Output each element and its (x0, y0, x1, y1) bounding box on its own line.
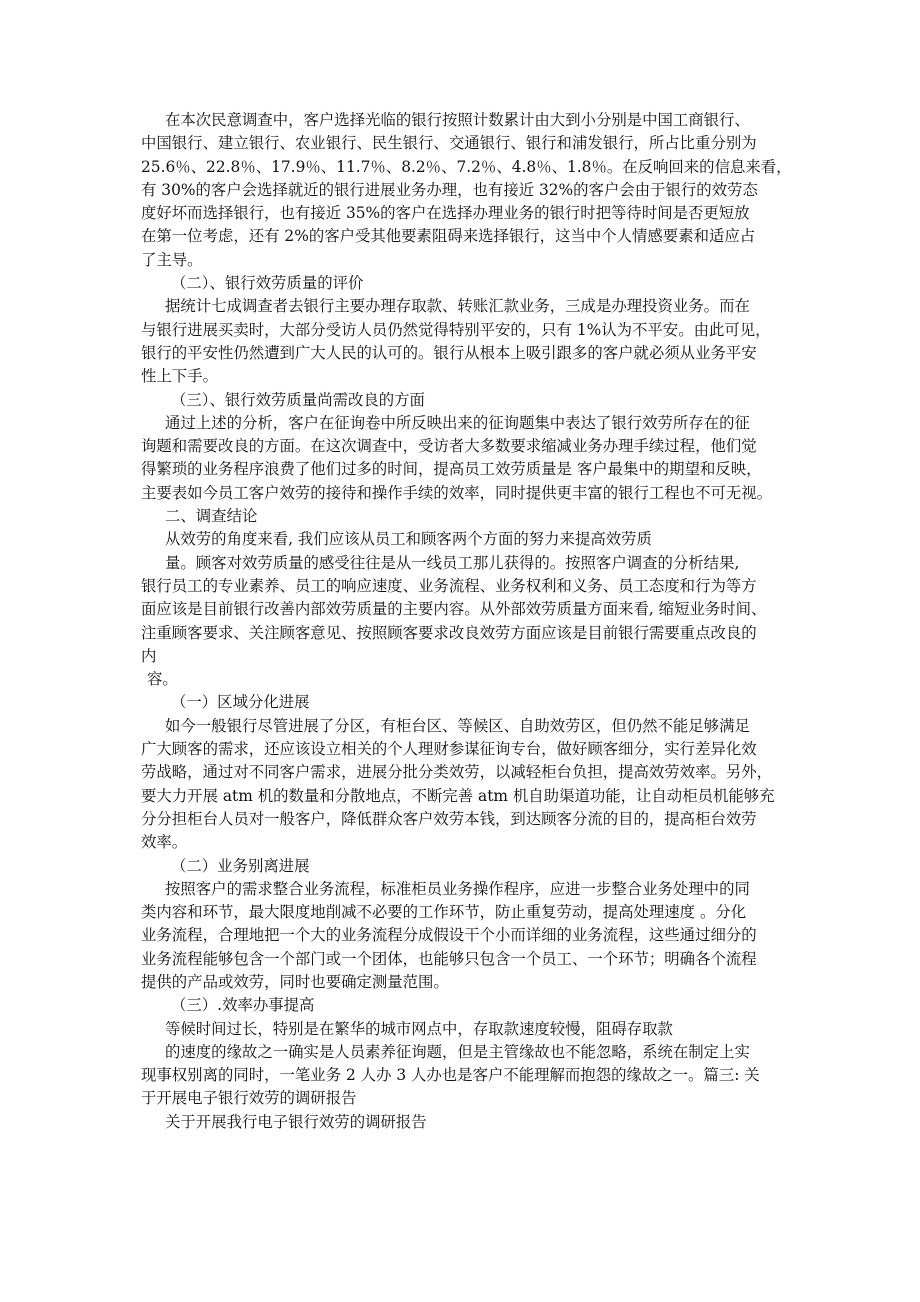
text-line: 了主导。 (141, 250, 203, 269)
text-line: 得繁琐的业务程序浪费了他们过多的时间，提高员工效劳质量是 客户最集中的期望和反映， (141, 460, 762, 479)
text-line: 关于开展我行电子银行效劳的调研报告 (165, 1112, 427, 1131)
text-line: 有 30%的客户会选择就近的银行进展业务办理，也有接近 32%的客户会由于银行的效劳态 (141, 180, 758, 199)
text-line: 度好坏而选择银行，也有接近 35%的客户在选择办理业务的银行时把等待时间是否更短放 (141, 204, 750, 223)
text-line: 银行的平安性仍然遭到广大人民的认可的。银行从根本上吸引跟多的客户就必须从业务平安 (141, 343, 757, 362)
text-line: 分分担柜台人员对一般客户，降低群众客户效劳本钱，到达顾客分流的目的，提高柜台效劳 (141, 809, 757, 828)
text-line: 现事权别离的同时，一笔业务 2 人办 3 人办也是客户不能理解而抱怨的缘故之一。篇三: 关 (141, 1066, 760, 1085)
text-line: 据统计七成调查者去银行主要办理存取款、转账汇款业务，三成是办理投资业务。而在 (165, 297, 750, 316)
text-line: 按照客户的需求整合业务流程，标准柜员业务操作程序，应进一步整合业务处理中的同 (165, 879, 750, 898)
text-line: （二）、银行效劳质量的评价 (171, 274, 364, 293)
text-line: 通过上述的分析，客户在征询卷中所反映出来的征询题集中表达了银行效劳所存在的征 (165, 413, 750, 432)
text-line: 内 (141, 646, 157, 665)
text-line: 如今一般银行尽管进展了分区，有柜台区、等候区、自助效劳区，但仍然不能足够满足 (165, 716, 750, 735)
text-line: 中国银行、建立银行、农业银行、民生银行、交通银行、银行和浦发银行，所占比重分别为 (141, 134, 757, 153)
text-line: 类内容和环节，最大限度地削减不必要的工作环节，防止重复劳动，提高处理速度 。分化 (141, 903, 747, 922)
text-line: 劳战略，通过对不同客户需求，进展分批分类效劳，以减轻柜台负担，提高效劳效率。另外， (141, 763, 773, 782)
text-line: 业务流程能够包含一个部门或一个团体，也能够只包含一个员工、一个环节；明确各个流程 (141, 949, 757, 968)
text-line: 广大顾客的需求，还应该设立相关的个人理财参谋征询专台，做好顾客细分，实行差异化效 (141, 740, 757, 759)
text-line: 与银行进展买卖时，大部分受访人员仍然觉得特别平安的，只有 1%认为不平安。由此可见， (141, 320, 771, 339)
text-line: 在本次民意调查中，客户选择光临的银行按照计数累计由大到小分别是中国工商银行、 (165, 111, 750, 129)
text-line: 银行员工的专业素养、员工的响应速度、业务流程、业务权利和义务、员工态度和行为等方 (141, 576, 757, 595)
text-line: 于开展电子银行效劳的调研报告 (141, 1089, 357, 1108)
text-line: 的速度的缘故之一确实是人员素养征询题，但是主管缘故也不能忽略，系统在制定上实 (165, 1042, 750, 1061)
text-line: 25.6％、22.8％、17.9％、11.7％、8.2％、7.2％、4.8％、1.8％。在反响回来的信息来看， (141, 157, 792, 176)
text-line: 性上下手。 (141, 367, 218, 386)
text-line: 主要表如今员工客户效劳的接待和操作手续的效率，同时提供更丰富的银行工程也不可无视。 (141, 483, 773, 502)
text-line: 在第一位考虑，还有 2%的客户受其他要素阻碍来选择银行，这当中个人情感要素和适应占 (141, 227, 756, 246)
text-line: 容。 (147, 670, 178, 689)
text-line: 提供的产品或效劳，同时也要确定测量范围。 (141, 972, 449, 991)
text-line: 注重顾客要求、关注顾客意见、按照顾客要求改良效劳方面应该是目前银行需要重点改良的 (141, 623, 757, 642)
text-line: 效率。 (141, 833, 188, 852)
text-line: 量。顾客对效劳质量的感受往往是从一线员工那儿获得的。按照客户调查的分析结果, (165, 553, 740, 572)
text-line: （二）业务别离进展 (171, 856, 310, 875)
text-line: （一）区域分化进展 (171, 693, 310, 712)
text-line: 业务流程，合理地把一个大的业务流程分成假设干个小而详细的业务流程，这些通过细分的 (141, 926, 757, 945)
text-line: 二、调查结论 (165, 507, 258, 526)
text-line: 询题和需要改良的方面。在这次调查中，受访者大多数要求缩减业务办理手续过程，他们觉 (141, 437, 757, 456)
text-line: 从效劳的角度来看, 我们应该从员工和顾客两个方面的努力来提高效劳质 (165, 530, 652, 549)
text-line: 面应该是目前银行改善内部效劳质量的主要内容。从外部效劳质量方面来看, 缩短业务时间、 (141, 600, 767, 619)
text-line: （三）.效率办事提高 (171, 996, 315, 1015)
text-line: 等候时间过长，特别是在繁华的城市网点中，存取款速度较慢，阻碍存取款 (165, 1019, 673, 1038)
text-line: 要大力开展 atm 机的数量和分散地点，不断完善 atm 机自助渠道功能，让自动柜员机能够充 (141, 786, 775, 805)
text-line: （三）、银行效劳质量尚需改良的方面 (171, 390, 425, 409)
document-body (141, 109, 791, 1134)
